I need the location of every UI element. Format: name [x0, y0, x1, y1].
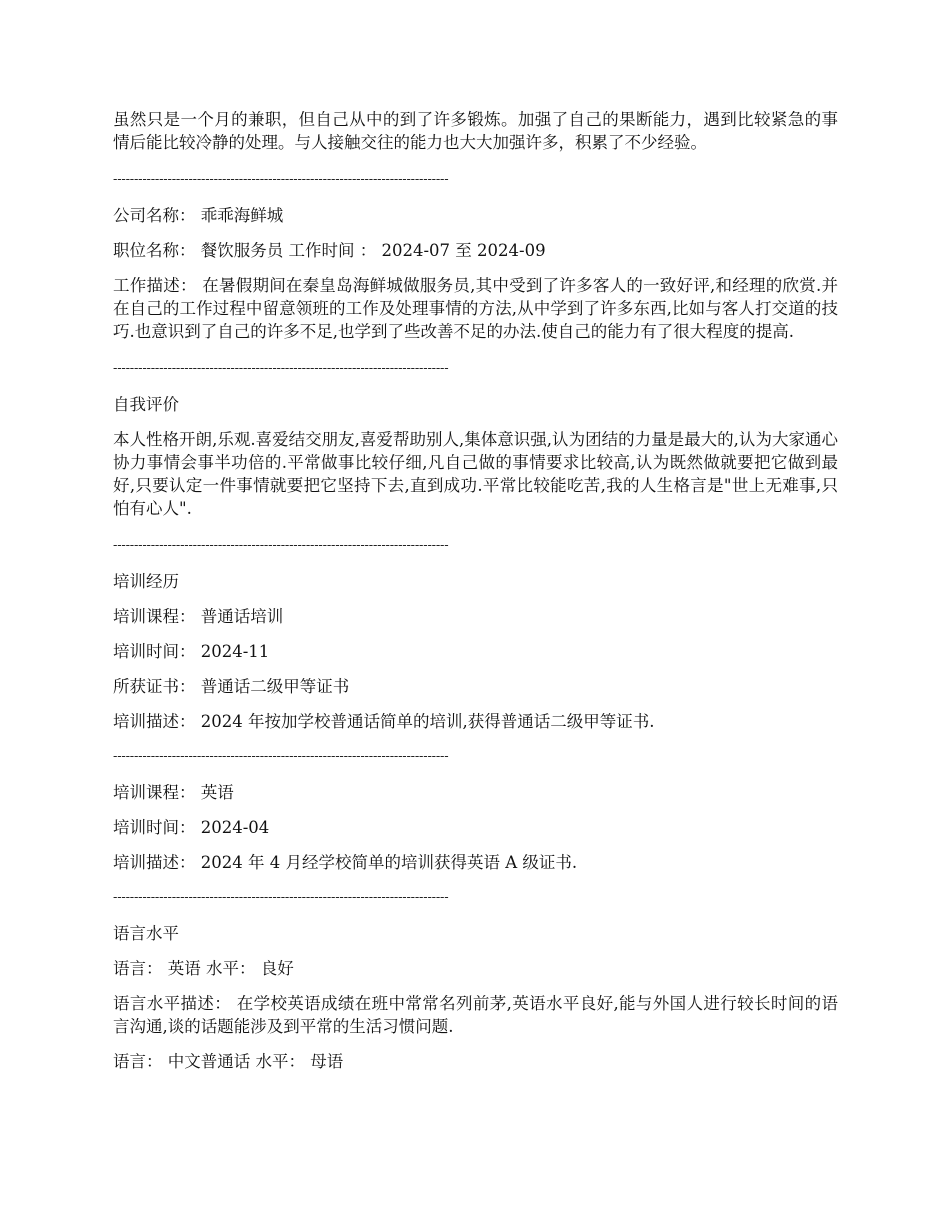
training-cert-1: 所获证书： 普通话二级甲等证书 [113, 677, 350, 696]
separator: -------------------------------------------------------------------------------- [113, 361, 449, 376]
training-time-2: 培训时间： 2024-04 [113, 818, 270, 837]
section-title-language: 语言水平 [113, 924, 179, 943]
separator: -------------------------------------------------------------------------------- [113, 749, 449, 764]
language-item-2: 语言： 中文普通话 水平： 母语 [113, 1052, 344, 1071]
separator: -------------------------------------------------------------------------------- [113, 890, 449, 905]
training-course-1: 培训课程： 普通话培训 [113, 607, 284, 626]
job-company: 公司名称： 乖乖海鲜城 [113, 206, 284, 225]
section-title-self-eval: 自我评价 [113, 395, 179, 414]
self-eval-text: 本人性格开朗,乐观.喜爱结交朋友,喜爱帮助别人,集体意识强,认为团结的力量是最大的,认为大家通心协力事情会事半功倍的.平常做事比较仔细,凡自己做的事情要求比较高,认为既然做就要把它做到最好,只要认定一件事情就要把它坚持下去,直到成功.平常比较能吃苦,我的人生格言是"世上无难事,只怕有心人". [113, 430, 838, 518]
training-desc-2: 培训描述： 2024 年 4 月经学校简单的培训获得英语 A 级证书. [113, 853, 578, 872]
training-time-1: 培训时间： 2024-11 [113, 642, 270, 661]
job-description: 工作描述： 在暑假期间在秦皇岛海鲜城做服务员,其中受到了许多客人的一致好评,和经理的欣赏.并在自己的工作过程中留意领班的工作及处理事情的方法,从中学到了许多东西,比如与客人打交道的技巧.也意识到了自己的许多不足,也学到了些改善不足的办法.使自己的能力有了很大程度的提高. [113, 276, 838, 341]
intro-paragraph: 虽然只是一个月的兼职，但自己从中的到了许多锻炼。加强了自己的果断能力，遇到比较紧急的事情后能比较冷静的处理。与人接触交往的能力也大大加强许多，积累了不少经验。 [113, 110, 838, 152]
training-course-2: 培训课程： 英语 [113, 783, 234, 802]
separator: -------------------------------------------------------------------------------- [113, 538, 449, 553]
section-title-training: 培训经历 [113, 572, 179, 591]
language-desc-1: 语言水平描述： 在学校英语成绩在班中常常名列前茅,英语水平良好,能与外国人进行较长时间的语言沟通,谈的话题能涉及到平常的生活习惯问题. [113, 994, 838, 1036]
training-desc-1: 培训描述： 2024 年按加学校普通话简单的培训,获得普通话二级甲等证书. [113, 712, 655, 731]
separator: -------------------------------------------------------------------------------- [113, 172, 449, 187]
job-position: 职位名称： 餐饮服务员 工作时间 ： 2024-07 至 2024-09 [113, 241, 546, 260]
language-item-1: 语言： 英语 水平： 良好 [113, 959, 294, 978]
